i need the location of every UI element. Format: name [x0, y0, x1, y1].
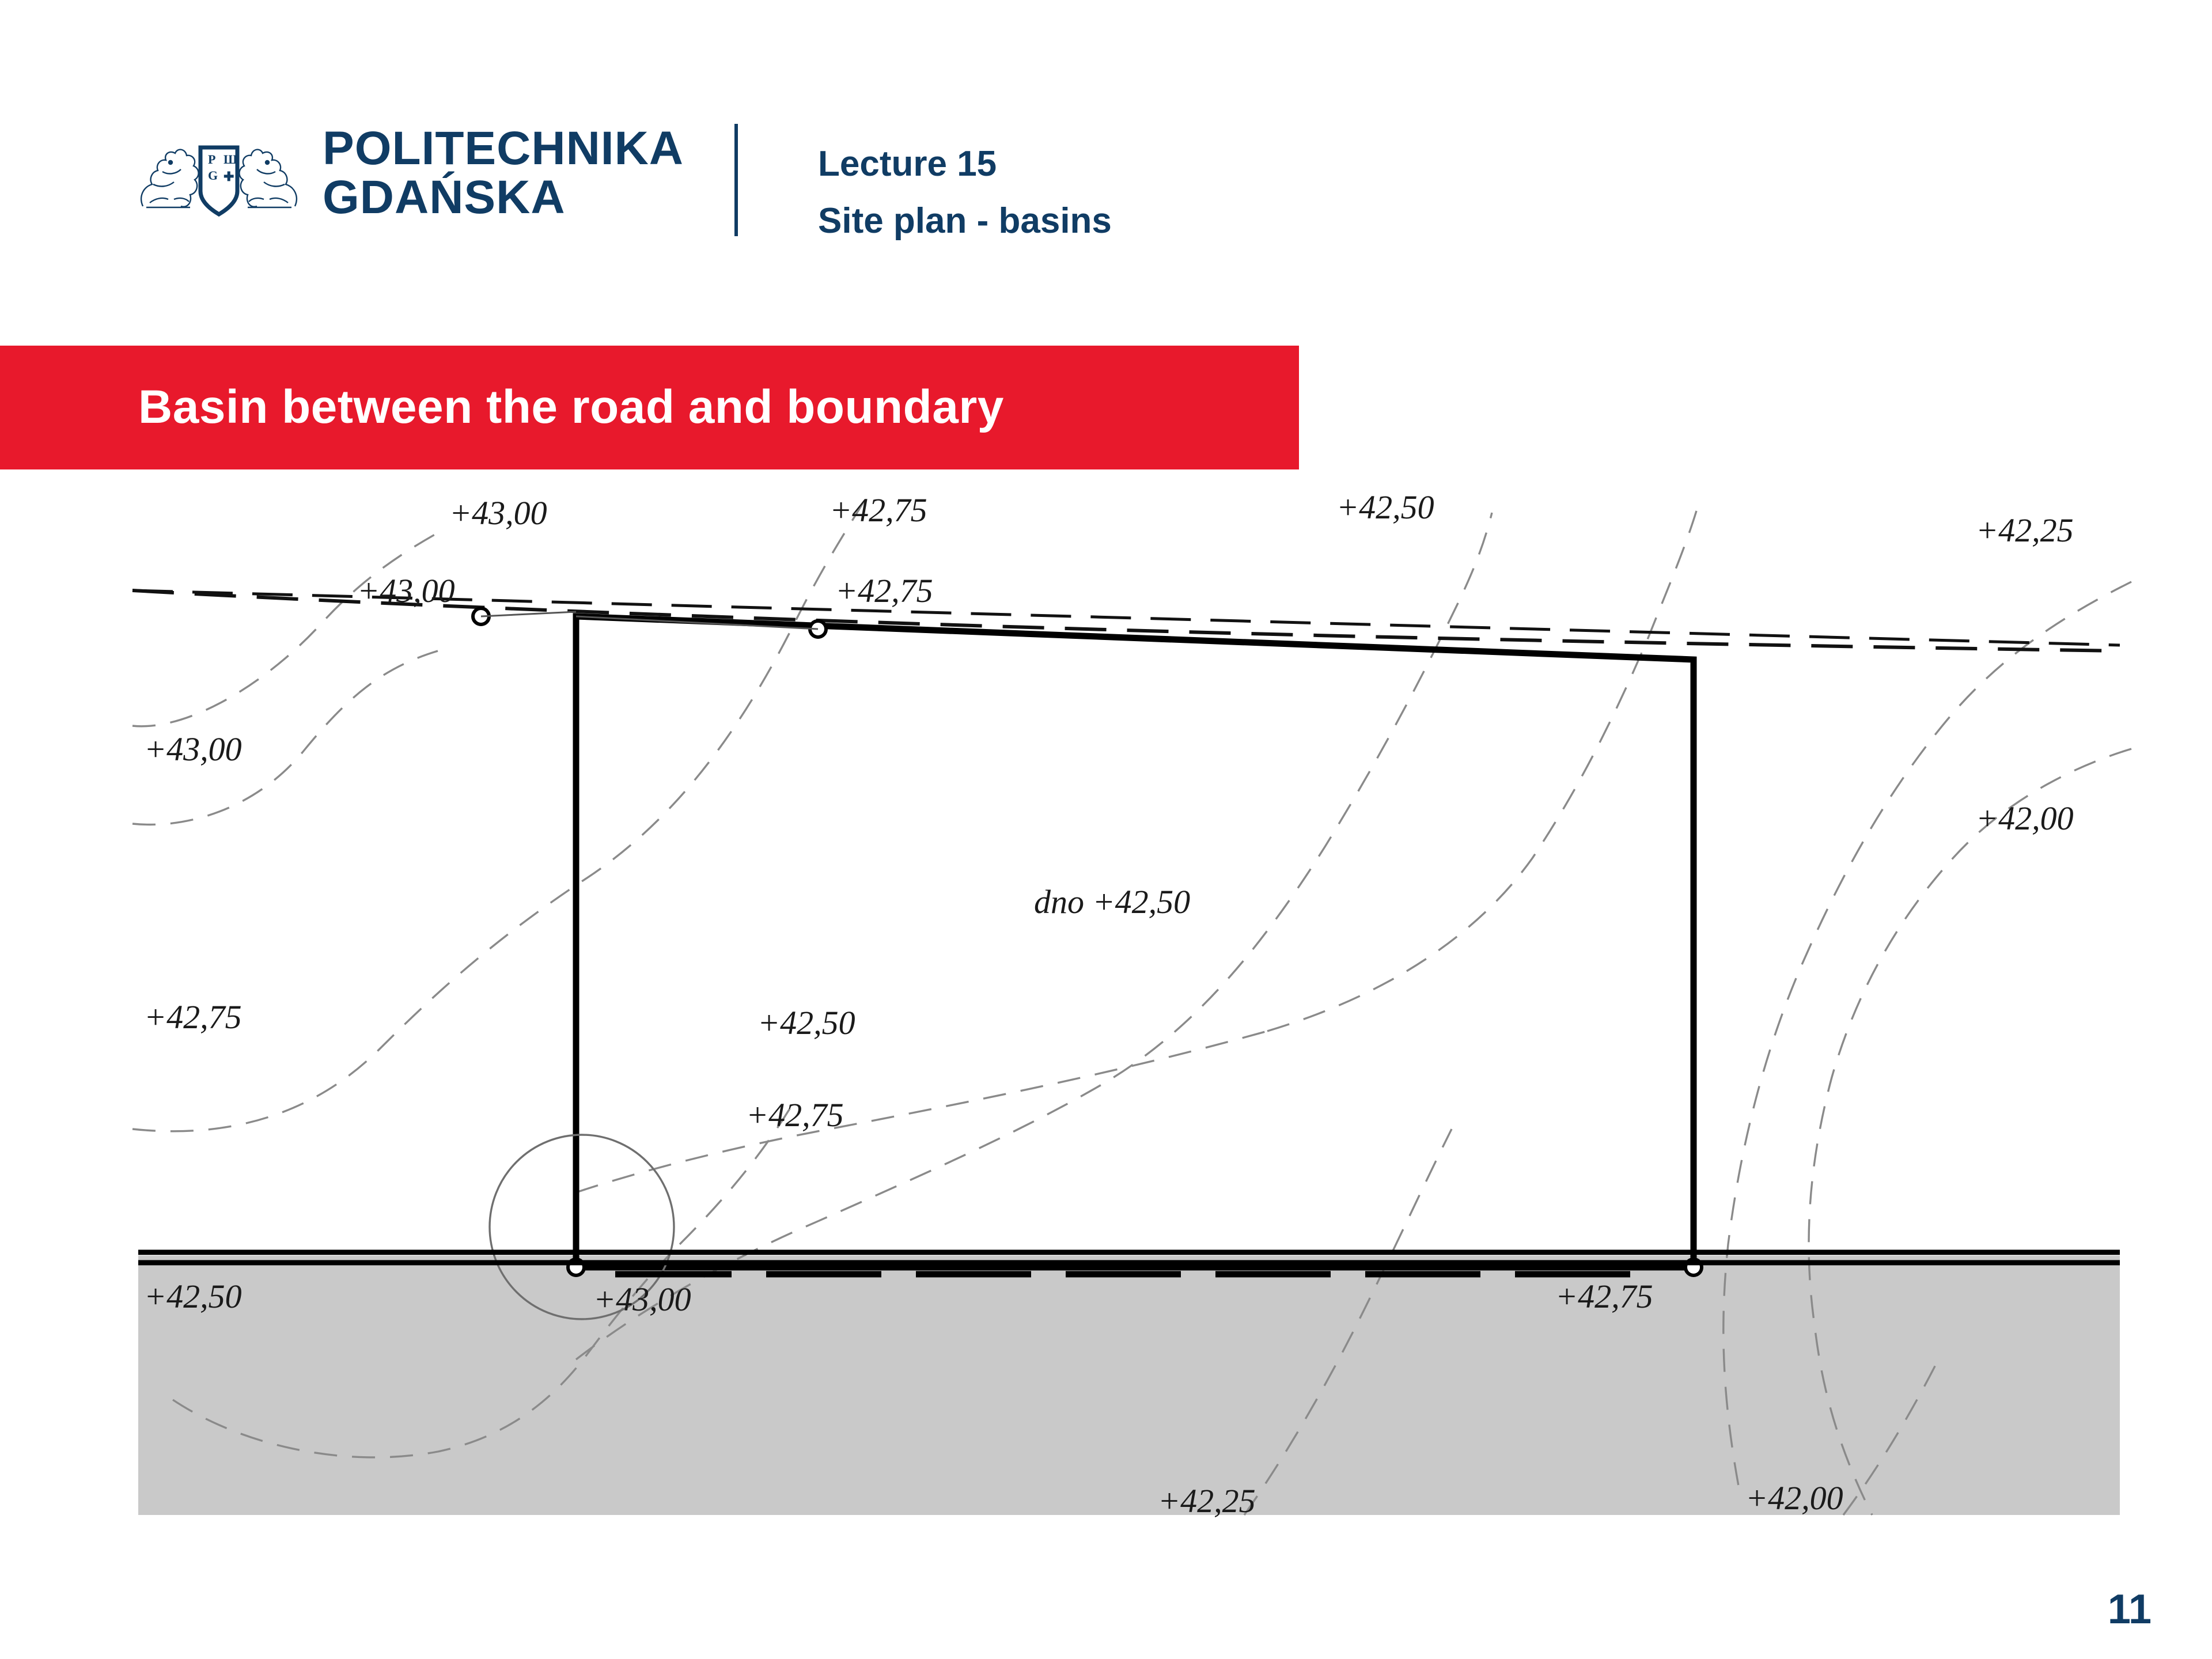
brand-wordmark: [323, 124, 684, 222]
site-plan-diagram: [0, 478, 2212, 1596]
label-contour-top-1: +42,75: [830, 491, 927, 529]
header-divider: [734, 124, 738, 236]
label-inner-1: +42,75: [746, 1096, 844, 1134]
lecture-number: Lecture 15: [818, 144, 997, 184]
label-right-1: +42,00: [1976, 800, 2074, 837]
label-road-0: +42,25: [1158, 1482, 1256, 1520]
label-corner-2: +43,00: [593, 1281, 691, 1318]
gdansk-tech-crest-icon: [132, 127, 305, 219]
brand-line-1: POLITECHNIKA: [323, 122, 684, 175]
label-left-0: +43,00: [144, 730, 242, 768]
svg-text:✚: ✚: [224, 169, 234, 184]
label-corner-3: +42,75: [1555, 1278, 1653, 1315]
lecture-info: [818, 135, 1112, 249]
svg-text:Ш: Ш: [224, 152, 238, 167]
label-left-1: +42,75: [144, 998, 242, 1036]
brand-logo: [132, 124, 684, 222]
brand-line-2: GDAŃSKA: [323, 171, 566, 224]
page-title: Basin between the road and boundary: [138, 381, 1004, 433]
label-basin-bottom: dno +42,50: [1034, 883, 1191, 921]
label-contour-top-2: +42,50: [1336, 488, 1434, 526]
road-surface: [138, 1256, 2120, 1515]
label-road-1: +42,00: [1745, 1479, 1843, 1517]
svg-text:G: G: [208, 168, 218, 183]
label-corner-0: +43,00: [357, 572, 455, 609]
label-inner-0: +42,50: [757, 1004, 855, 1041]
label-left-2: +42,50: [144, 1278, 242, 1315]
label-contour-top-3: +42,25: [1976, 512, 2074, 549]
label-contour-top-0: +43,00: [449, 494, 547, 532]
page-number: 11: [2107, 1586, 2152, 1633]
slide-header: [0, 0, 2212, 300]
svg-text:P: P: [208, 152, 216, 167]
lecture-subtitle: Site plan - basins: [818, 201, 1112, 241]
label-corner-1: +42,75: [835, 572, 933, 609]
